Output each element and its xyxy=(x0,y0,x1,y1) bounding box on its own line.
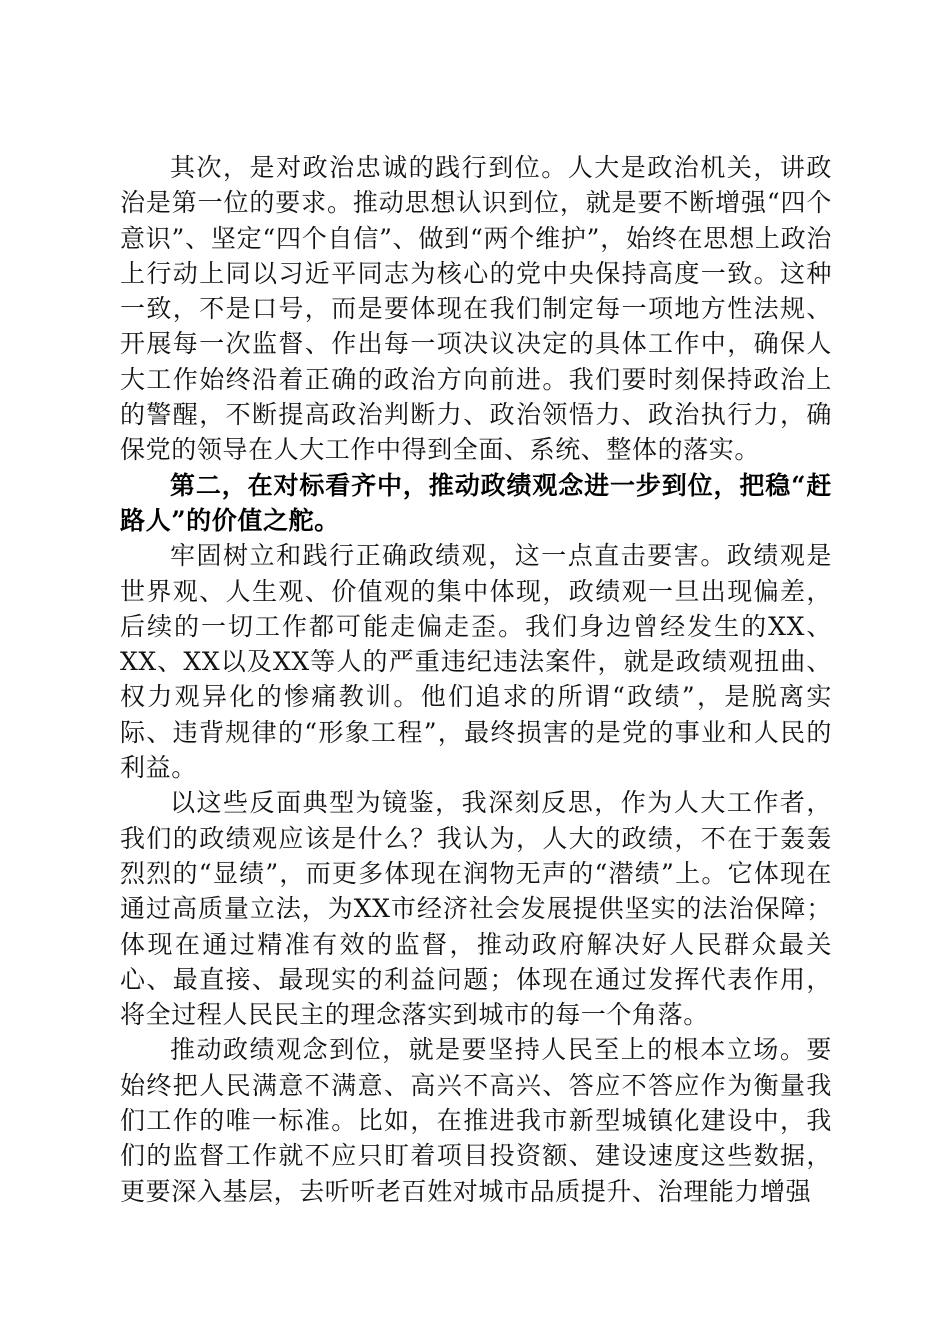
paragraph-reflection: 以这些反面典型为镜鉴，我深刻反思，作为人大工作者，我们的政绩观应该是什么？我认为，人大的政绩，不在于轰轰烈烈的“显绩”，而更多体现在润物无声的“潜绩”上。它体现在通过高质量立法，为XX市经济社会发展提供坚实的法治保障；体现在通过精准有效的监督，推动政府解决好人民群众最关心、最直接、最现实的利益问题；体现在通过发挥代表作用，将全过程人民民主的理念落实到城市的每一个角落。 xyxy=(120,788,832,1030)
paragraph-people-first: 推动政绩观念到位，就是要坚持人民至上的根本立场。要始终把人民满意不满意、高兴不高兴、答应不答应作为衡量我们工作的唯一标准。比如，在推进我市新型城镇化建设中，我们的监督工作就不应只盯着项目投资额、建设速度这些数据，更要深入基层，去听听老百姓对城市品质提升、治理能力增强 xyxy=(120,1035,832,1206)
document-body xyxy=(120,150,832,1209)
paragraph-performance-view: 牢固树立和践行正确政绩观，这一点直击要害。政绩观是世界观、人生观、价值观的集中体现，政绩观一旦出现偏差，后续的一切工作都可能走偏走歪。我们身边曾经发生的XX、XX、XX以及XX等人的严重违纪违法案件，就是政绩观扭曲、权力观异化的惨痛教训。他们追求的所谓“政绩”，是脱离实际、违背规律的“形象工程”，最终损害的是党的事业和人民的利益。 xyxy=(120,541,832,783)
section-heading-second: 第二，在对标看齐中，推动政绩观念进一步到位，把稳“赶路人”的价值之舵。 xyxy=(120,470,832,535)
paragraph-political-loyalty: 其次，是对政治忠诚的践行到位。人大是政治机关，讲政治是第一位的要求。推动思想认识到位，就是要不断增强“四个意识”、坚定“四个自信”、做到“两个维护”，始终在思想上政治上行动上同以习近平同志为核心的党中央保持高度一致。这种一致，不是口号，而是要体现在我们制定每一项地方性法规、开展每一次监督、作出每一项决议决定的具体工作中，确保人大工作始终沿着正确的政治方向前进。我们要时刻保持政治上的警醒，不断提高政治判断力、政治领悟力、政治执行力，确保党的领导在人大工作中得到全面、系统、整体的落实。 xyxy=(120,153,832,465)
